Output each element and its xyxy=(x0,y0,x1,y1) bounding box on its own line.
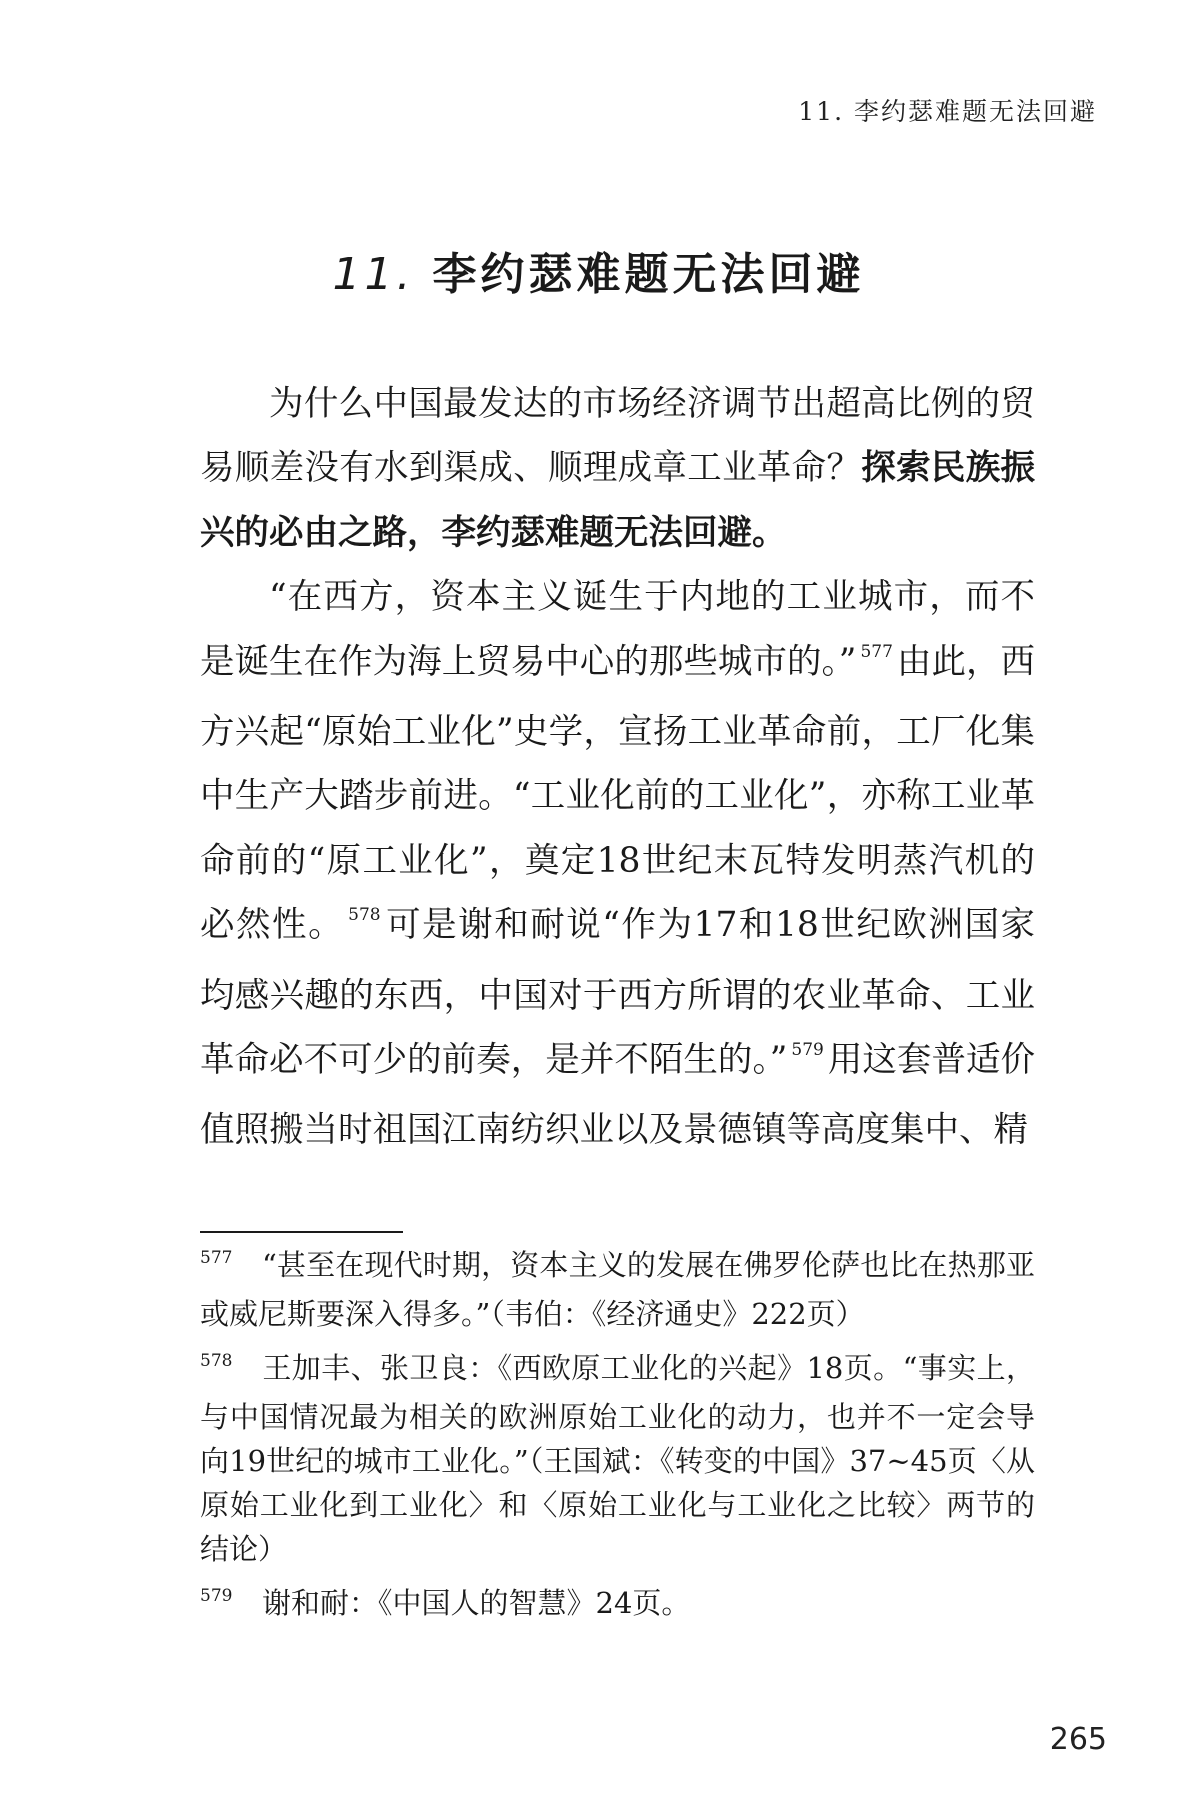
paragraph-2-text-a: “在西方，资本主义诞生于内地的工业城市，而不是诞生在作为海上贸易中心的那些城市的。” xyxy=(200,577,1035,682)
footnote-number: 577 xyxy=(200,1248,233,1268)
footnote-ref-577[interactable]: 577 xyxy=(860,641,893,662)
body-text xyxy=(200,372,1035,1163)
page-number: 265 xyxy=(1049,1722,1107,1757)
footnote-ref-578[interactable]: 578 xyxy=(348,905,381,926)
footnotes xyxy=(200,1243,1035,1640)
footnote-ref-579[interactable]: 579 xyxy=(791,1040,824,1061)
paragraph-1 xyxy=(200,372,1035,565)
footnote-number: 579 xyxy=(200,1586,233,1606)
paragraph-2-text-d: 用这套普适价值照搬当时祖国江南纺织业以及景德镇等高度集中、精 xyxy=(200,1040,1035,1151)
footnote-text: 谢和耐：《中国人的智慧》24页。 xyxy=(262,1586,691,1620)
footnote-578 xyxy=(200,1346,1035,1571)
footnote-579 xyxy=(200,1581,1035,1630)
chapter-title xyxy=(0,238,1197,302)
paragraph-2 xyxy=(200,565,1035,1163)
footnote-text: 王加丰、张卫良：《西欧原工业化的兴起》18页。“事实上，与中国情况最为相关的欧洲原始工业化的动力，也并不一定会导向19世纪的城市工业化。”（王国斌：《转变的中国》37~45页〈从原始工业化到工业化〉和〈原始工业化与工业化之比较〉两节的结论） xyxy=(200,1351,1035,1566)
footnote-number: 578 xyxy=(200,1351,233,1371)
chapter-number: 11. xyxy=(332,249,415,300)
paragraph-1-bold-text: 探索民族振兴的必由之路，李约瑟难题无法回避。 xyxy=(200,448,1035,553)
chapter-title-text: 李约瑟难题无法回避 xyxy=(432,249,865,300)
footnote-577 xyxy=(200,1243,1035,1336)
paragraph-1-text: 为什么中国最发达的市场经济调节出超高比例的贸易顺差没有水到渠成、顺理成章工业革命？ xyxy=(200,384,1035,489)
footnote-text: “甚至在现代时期，资本主义的发展在佛罗伦萨也比在热那亚或威尼斯要深入得多。”（韦伯：《经济通史》222页） xyxy=(200,1248,1035,1331)
paragraph-2-text-b: 由此，西方兴起“原始工业化”史学，宣扬工业革命前，工厂化集中生产大踏步前进。“工业化前的工业化”，亦称工业革命前的“原工业化”，奠定18世纪末瓦特发明蒸汽机的必然性。 xyxy=(200,641,1036,946)
running-header: 11. 李约瑟难题无法回避 xyxy=(798,97,1097,126)
paragraph-2-text-c: 可是谢和耐说“作为17和18世纪欧洲国家均感兴趣的东西，中国对于西方所谓的农业革命、工业革命必不可少的前奏，是并不陌生的。” xyxy=(200,905,1036,1081)
footnote-divider xyxy=(200,1231,403,1233)
